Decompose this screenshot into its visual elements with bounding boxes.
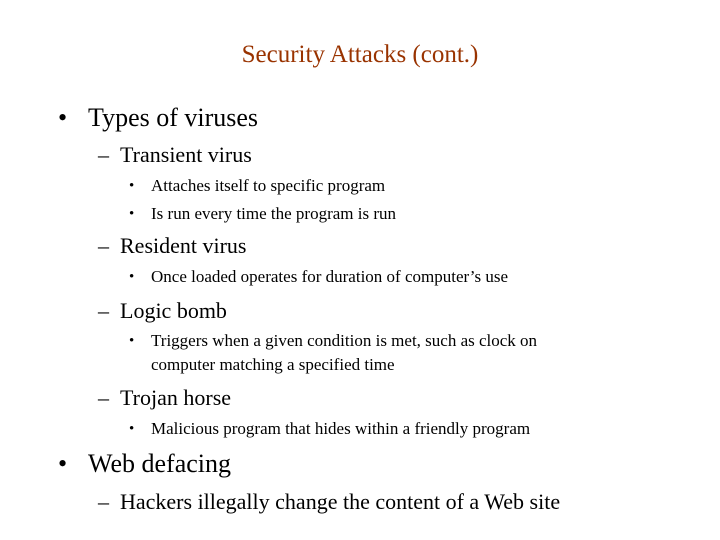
slide-title: Security Attacks (cont.) bbox=[241, 41, 479, 68]
bullet-marker: • bbox=[129, 206, 135, 222]
subitem-text: Logic bomb bbox=[120, 298, 227, 323]
bullet-marker: • bbox=[58, 103, 68, 132]
dash-marker: – bbox=[98, 142, 109, 167]
detail-item bbox=[129, 203, 397, 225]
bullet-marker: • bbox=[129, 269, 135, 285]
dash-marker: – bbox=[98, 233, 109, 258]
subitem-transient-virus bbox=[98, 141, 252, 169]
subitem-logic-bomb bbox=[98, 297, 227, 325]
bullet-marker: • bbox=[129, 178, 135, 194]
bullet-text: Types of viruses bbox=[88, 103, 259, 132]
subitem-text: Trojan horse bbox=[120, 385, 232, 410]
subitem-trojan-horse bbox=[98, 384, 232, 412]
subitem-text: Resident virus bbox=[120, 233, 247, 258]
bullet-marker: • bbox=[58, 449, 68, 478]
dash-marker: – bbox=[98, 385, 109, 410]
dash-marker: – bbox=[98, 298, 109, 323]
subitem-resident-virus bbox=[98, 232, 247, 260]
detail-item bbox=[129, 330, 538, 352]
bullet-item-types-of-viruses bbox=[58, 102, 259, 134]
subitem-text: Hackers illegally change the content of a Web site bbox=[120, 489, 561, 514]
detail-item-continuation bbox=[151, 354, 395, 376]
subitem-hackers bbox=[98, 488, 561, 516]
dash-marker: – bbox=[98, 489, 109, 514]
bullet-marker: • bbox=[129, 421, 135, 437]
bullet-text: Web defacing bbox=[88, 449, 231, 478]
detail-text: Attaches itself to specific program bbox=[151, 176, 386, 195]
bullet-marker: • bbox=[129, 333, 135, 349]
detail-text: Once loaded operates for duration of computer’s use bbox=[151, 267, 509, 286]
detail-text: Is run every time the program is run bbox=[151, 204, 397, 223]
detail-item bbox=[129, 266, 509, 288]
detail-text-line-1: Triggers when a given condition is met, such as clock on bbox=[151, 331, 538, 350]
detail-text-line-2: computer matching a specified time bbox=[151, 355, 395, 374]
detail-item bbox=[129, 418, 531, 440]
detail-item bbox=[129, 175, 386, 197]
detail-text: Malicious program that hides within a friendly program bbox=[151, 419, 531, 438]
subitem-text: Transient virus bbox=[120, 142, 252, 167]
bullet-item-web-defacing bbox=[58, 448, 231, 480]
